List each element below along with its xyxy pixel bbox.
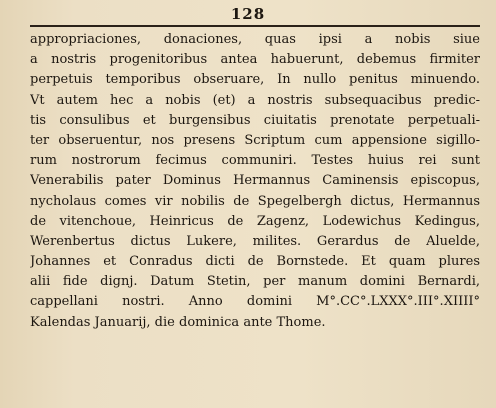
text-line: rum nostrorum fecimus communiri. Testes huius rei sunt	[30, 153, 480, 169]
text-line: ter obseruentur, nos presens Scriptum cum appensione sigillo-	[30, 132, 480, 148]
text-line: cappellani nostri. Anno domini M°.CC°.LXXX°.III°.XIIII°	[30, 294, 480, 310]
text-line: Venerabilis pater Dominus Hermannus Caminensis episcopus,	[30, 173, 480, 189]
text-line: alii fide dignj. Datum Stetin, per manum domini Bernardi,	[30, 274, 480, 290]
header-rule	[30, 25, 480, 27]
text-line: nycholaus comes vir nobilis de Spegelbergh dictus, Hermannus	[30, 193, 480, 209]
text-line: Johannes et Conradus dicti de Bornstede. Et quam plures	[30, 254, 480, 270]
text-line: perpetuis temporibus obseruare, In nullo penitus minuendo.	[30, 72, 480, 88]
text-line: tis consulibus et burgensibus ciuitatis prenotate perpetuali-	[30, 112, 480, 128]
text-line: Vt autem hec a nobis (et) a nostris subsequacibus predic-	[30, 92, 480, 108]
page-header	[0, 4, 496, 26]
page-number: 128	[230, 5, 266, 23]
text-line: Kalendas Januarij, die dominica ante Thome.	[30, 314, 326, 330]
text-line: Werenbertus dictus Lukere, milites. Gerardus de Aluelde,	[30, 233, 480, 249]
text-line: appropriaciones, donaciones, quas ipsi a nobis siue	[30, 32, 480, 47]
text-line: a nostris progenitoribus antea habuerunt, debemus firmiter	[30, 52, 480, 68]
body-text	[30, 30, 480, 333]
text-line: de vitenchoue, Heinricus de Zagenz, Lodewichus Kedingus,	[30, 213, 480, 229]
